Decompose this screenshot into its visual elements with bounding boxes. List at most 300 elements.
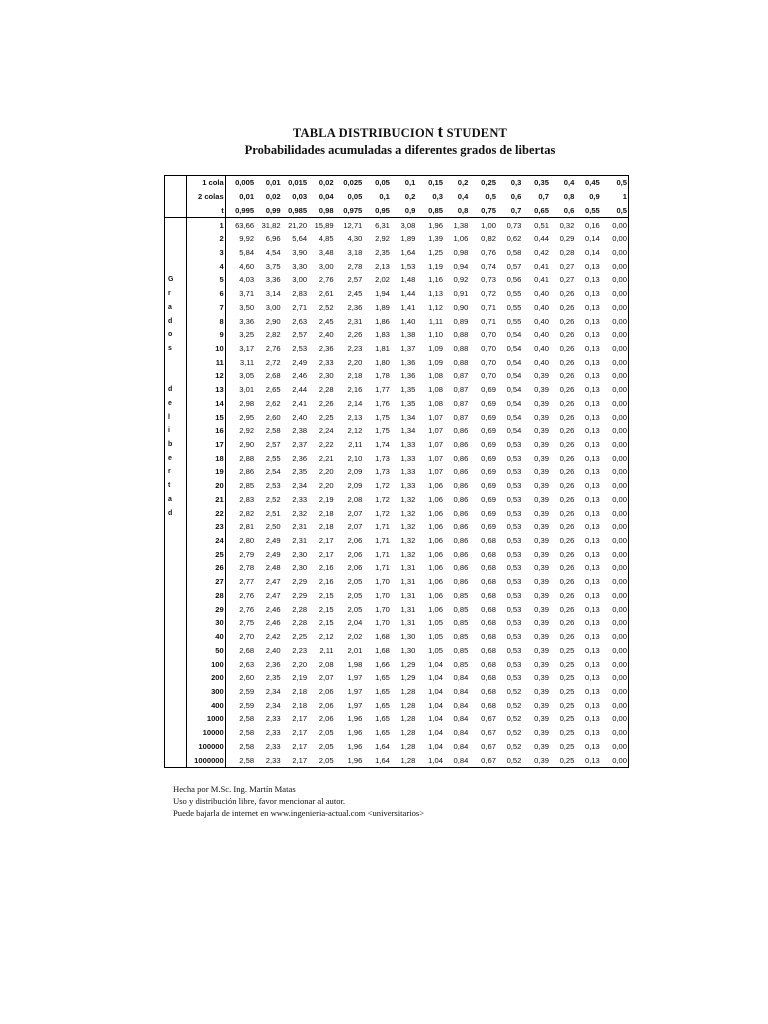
value-cell: 1,34 bbox=[400, 426, 416, 436]
value-cell: 0,68 bbox=[481, 632, 496, 642]
value-cell: 0,53 bbox=[506, 632, 522, 642]
value-cell: 1,41 bbox=[400, 302, 416, 312]
value-cell: 2,21 bbox=[318, 453, 334, 463]
value-cell: 0,25 bbox=[559, 686, 575, 696]
value-cell: 0,69 bbox=[481, 494, 496, 504]
value-cell: 2,09 bbox=[347, 467, 363, 477]
degrees-of-freedom-cell: 18 bbox=[187, 451, 226, 465]
side-label-letter: b bbox=[165, 438, 187, 452]
side-label-letter bbox=[165, 726, 187, 740]
value-cell: 0,41 bbox=[534, 261, 549, 271]
degrees-of-freedom-cell: 400 bbox=[187, 698, 226, 712]
degrees-of-freedom-cell: 27 bbox=[187, 575, 226, 589]
value-cell: 2,40 bbox=[318, 330, 334, 340]
side-label-letter: s bbox=[165, 342, 187, 356]
value-cell: 0,00 bbox=[612, 508, 627, 518]
value-cell: 1,06 bbox=[428, 494, 443, 504]
table-row bbox=[165, 657, 629, 671]
value-cell: 0,40 bbox=[534, 330, 549, 340]
value-cell: 0,26 bbox=[559, 398, 575, 408]
value-cell: 1,28 bbox=[400, 741, 416, 751]
value-cell: 2,19 bbox=[292, 673, 308, 683]
footer bbox=[173, 783, 424, 819]
value-cell: 0,68 bbox=[481, 536, 496, 546]
value-cell: 2,86 bbox=[239, 467, 255, 477]
value-cell: 1,68 bbox=[375, 632, 390, 642]
value-cell: 1,08 bbox=[428, 398, 443, 408]
value-cell: 0,69 bbox=[481, 412, 496, 422]
value-cell: 0,00 bbox=[612, 330, 627, 340]
value-cell: 2,46 bbox=[292, 371, 308, 381]
value-cell: 2,17 bbox=[318, 549, 334, 559]
value-cell: 1,28 bbox=[400, 714, 416, 724]
value-cell: 1,28 bbox=[400, 700, 416, 710]
value-cell: 0,13 bbox=[584, 412, 600, 422]
value-cell: 2,02 bbox=[375, 275, 390, 285]
value-cell: 0,85 bbox=[453, 659, 469, 669]
value-cell: 1,33 bbox=[400, 481, 416, 491]
value-cell: 0,68 bbox=[481, 686, 496, 696]
value-cell: 1,70 bbox=[375, 590, 390, 600]
value-cell: 0,53 bbox=[506, 494, 522, 504]
value-cell: 2,62 bbox=[265, 398, 281, 408]
value-cell: 0,39 bbox=[534, 481, 549, 491]
value-cell: 0,68 bbox=[481, 590, 496, 600]
value-cell: 2,58 bbox=[239, 755, 255, 765]
value-cell: 0,25 bbox=[559, 673, 575, 683]
value-cell: 2,82 bbox=[239, 508, 255, 518]
degrees-of-freedom-cell: 300 bbox=[187, 685, 226, 699]
value-cell: 2,05 bbox=[318, 728, 334, 738]
value-cell: 2,37 bbox=[292, 440, 308, 450]
value-cell: 0,39 bbox=[534, 385, 549, 395]
table-row bbox=[165, 314, 629, 328]
value-cell: 0,39 bbox=[534, 494, 549, 504]
value-cell: 1,06 bbox=[453, 234, 469, 244]
value-cell: 1,64 bbox=[375, 741, 390, 751]
value-cell: 2,35 bbox=[292, 467, 308, 477]
value-cell: 2,06 bbox=[318, 686, 334, 696]
value-cell: 0,26 bbox=[559, 563, 575, 573]
value-cell: 2,40 bbox=[292, 412, 308, 422]
value-cell: 0,86 bbox=[453, 440, 469, 450]
value-cell: 1,48 bbox=[400, 275, 416, 285]
value-cell: 9,92 bbox=[239, 234, 255, 244]
value-cell: 1,06 bbox=[428, 522, 443, 532]
degrees-of-freedom-cell: 21 bbox=[187, 493, 226, 507]
side-label-letter: d bbox=[165, 383, 187, 397]
side-label-letter: r bbox=[165, 287, 187, 301]
degrees-of-freedom-cell: 1000000 bbox=[187, 753, 226, 767]
value-cell: 2,33 bbox=[265, 755, 281, 765]
value-cell: 2,10 bbox=[347, 453, 363, 463]
value-cell: 1,32 bbox=[400, 494, 416, 504]
value-cell: 2,52 bbox=[265, 494, 281, 504]
value-cell: 2,95 bbox=[239, 412, 255, 422]
value-cell: 0,26 bbox=[559, 357, 575, 367]
value-cell: 2,80 bbox=[239, 536, 255, 546]
header-value-cell: 0,2 bbox=[444, 176, 469, 190]
table-row bbox=[165, 753, 629, 767]
degrees-of-freedom-cell: 14 bbox=[187, 397, 226, 411]
value-cell: 1,96 bbox=[347, 741, 363, 751]
side-label-letter: i bbox=[165, 424, 187, 438]
value-cell: 0,89 bbox=[453, 316, 469, 326]
value-cell: 2,65 bbox=[265, 385, 281, 395]
value-cell: 0,53 bbox=[506, 673, 522, 683]
value-cell: 1,72 bbox=[375, 481, 390, 491]
value-cell: 2,34 bbox=[265, 686, 281, 696]
value-cell: 2,50 bbox=[265, 522, 281, 532]
value-cell: 0,53 bbox=[506, 577, 522, 587]
table-row bbox=[165, 712, 629, 726]
value-cell: 0,26 bbox=[559, 577, 575, 587]
value-cell: 0,52 bbox=[506, 714, 522, 724]
value-cell: 1,32 bbox=[400, 522, 416, 532]
value-cell: 0,44 bbox=[534, 234, 549, 244]
value-cell: 0,00 bbox=[612, 467, 627, 477]
header-value-cell: 0,15 bbox=[416, 176, 444, 190]
value-cell: 0,39 bbox=[534, 604, 549, 614]
value-cell: 2,18 bbox=[347, 371, 363, 381]
table-row bbox=[165, 739, 629, 753]
value-cell: 0,13 bbox=[584, 289, 600, 299]
value-cell: 2,36 bbox=[318, 343, 334, 353]
value-cell: 1,76 bbox=[375, 398, 390, 408]
value-cell: 2,32 bbox=[292, 508, 308, 518]
value-cell: 0,88 bbox=[453, 343, 469, 353]
value-cell: 0,54 bbox=[506, 398, 522, 408]
value-cell: 3,11 bbox=[239, 357, 255, 367]
value-cell: 2,68 bbox=[239, 645, 255, 655]
value-cell: 2,16 bbox=[347, 385, 363, 395]
value-cell: 1,09 bbox=[428, 357, 443, 367]
value-cell: 0,29 bbox=[559, 234, 575, 244]
value-cell: 0,39 bbox=[534, 618, 549, 628]
value-cell: 0,84 bbox=[453, 673, 469, 683]
value-cell: 0,26 bbox=[559, 632, 575, 642]
value-cell: 0,26 bbox=[559, 385, 575, 395]
value-cell: 0,86 bbox=[453, 494, 469, 504]
value-cell: 0,00 bbox=[612, 343, 627, 353]
value-cell: 2,25 bbox=[318, 412, 334, 422]
degrees-of-freedom-cell: 24 bbox=[187, 534, 226, 548]
value-cell: 2,59 bbox=[239, 686, 255, 696]
value-cell: 0,00 bbox=[612, 220, 627, 230]
value-cell: 2,70 bbox=[239, 632, 255, 642]
value-cell: 1,97 bbox=[347, 686, 363, 696]
value-cell: 2,90 bbox=[265, 316, 281, 326]
value-cell: 0,91 bbox=[453, 289, 469, 299]
value-cell: 1,31 bbox=[400, 604, 416, 614]
value-cell: 2,41 bbox=[292, 398, 308, 408]
side-label-letter bbox=[165, 259, 187, 273]
value-cell: 1,78 bbox=[375, 371, 390, 381]
value-cell: 0,13 bbox=[584, 494, 600, 504]
value-cell: 1,32 bbox=[400, 549, 416, 559]
table-row bbox=[165, 424, 629, 438]
value-cell: 0,67 bbox=[481, 741, 496, 751]
value-cell: 0,00 bbox=[612, 357, 627, 367]
degrees-of-freedom-cell: 7 bbox=[187, 300, 226, 314]
value-cell: 2,76 bbox=[239, 604, 255, 614]
value-cell: 0,39 bbox=[534, 700, 549, 710]
value-cell: 1,30 bbox=[400, 645, 416, 655]
side-label-letter bbox=[165, 657, 187, 671]
value-cell: 0,52 bbox=[506, 741, 522, 751]
value-cell: 2,75 bbox=[239, 618, 255, 628]
value-cell: 0,00 bbox=[612, 412, 627, 422]
value-cell: 2,34 bbox=[292, 481, 308, 491]
value-cell: 2,92 bbox=[375, 234, 390, 244]
value-cell: 0,52 bbox=[506, 728, 522, 738]
value-cell: 0,68 bbox=[481, 673, 496, 683]
value-cell: 2,85 bbox=[239, 481, 255, 491]
value-cell: 2,31 bbox=[347, 316, 363, 326]
side-label-letter: t bbox=[165, 479, 187, 493]
value-cell: 0,87 bbox=[453, 385, 469, 395]
value-cell: 1,68 bbox=[375, 645, 390, 655]
value-cell: 0,00 bbox=[612, 440, 627, 450]
value-cell: 0,86 bbox=[453, 563, 469, 573]
value-cell: 0,00 bbox=[612, 590, 627, 600]
value-cell: 1,05 bbox=[428, 618, 443, 628]
value-cell: 2,78 bbox=[239, 563, 255, 573]
value-cell: 0,39 bbox=[534, 577, 549, 587]
table-row bbox=[165, 397, 629, 411]
header-row bbox=[165, 176, 629, 190]
value-cell: 0,53 bbox=[506, 467, 522, 477]
degrees-of-freedom-cell: 100 bbox=[187, 657, 226, 671]
value-cell: 3,50 bbox=[239, 302, 255, 312]
value-cell: 0,84 bbox=[453, 686, 469, 696]
value-cell: 0,87 bbox=[453, 398, 469, 408]
degrees-of-freedom-cell: 10 bbox=[187, 342, 226, 356]
side-label-letter bbox=[165, 355, 187, 369]
value-cell: 0,68 bbox=[481, 549, 496, 559]
value-cell: 0,13 bbox=[584, 590, 600, 600]
value-cell: 0,84 bbox=[453, 714, 469, 724]
value-cell: 0,26 bbox=[559, 453, 575, 463]
value-cell: 1,72 bbox=[375, 494, 390, 504]
value-cell: 2,79 bbox=[239, 549, 255, 559]
value-cell: 0,69 bbox=[481, 440, 496, 450]
value-cell: 0,69 bbox=[481, 467, 496, 477]
value-cell: 2,04 bbox=[347, 618, 363, 628]
value-cell: 0,39 bbox=[534, 563, 549, 573]
side-label-letter bbox=[165, 575, 187, 589]
value-cell: 4,60 bbox=[239, 261, 255, 271]
value-cell: 0,40 bbox=[534, 316, 549, 326]
side-label-letter: a bbox=[165, 493, 187, 507]
header-value-cell: 0,7 bbox=[497, 203, 522, 217]
header-value-cell: 0,5 bbox=[601, 176, 629, 190]
value-cell: 0,68 bbox=[481, 659, 496, 669]
value-cell: 2,60 bbox=[239, 673, 255, 683]
table-row bbox=[165, 726, 629, 740]
value-cell: 2,16 bbox=[318, 563, 334, 573]
table-row bbox=[165, 547, 629, 561]
side-label-letter bbox=[165, 753, 187, 767]
degrees-of-freedom-cell: 100000 bbox=[187, 739, 226, 753]
value-cell: 0,68 bbox=[481, 618, 496, 628]
value-cell: 1,81 bbox=[375, 343, 390, 353]
value-cell: 1,70 bbox=[375, 577, 390, 587]
value-cell: 1,73 bbox=[375, 453, 390, 463]
value-cell: 3,00 bbox=[265, 302, 281, 312]
value-cell: 1,96 bbox=[347, 714, 363, 724]
value-cell: 2,22 bbox=[318, 440, 334, 450]
value-cell: 2,71 bbox=[292, 302, 308, 312]
value-cell: 2,20 bbox=[318, 467, 334, 477]
value-cell: 2,20 bbox=[292, 659, 308, 669]
value-cell: 2,83 bbox=[292, 289, 308, 299]
value-cell: 2,01 bbox=[347, 645, 363, 655]
table-row bbox=[165, 465, 629, 479]
value-cell: 0,39 bbox=[534, 673, 549, 683]
value-cell: 0,68 bbox=[481, 577, 496, 587]
value-cell: 2,53 bbox=[292, 343, 308, 353]
value-cell: 0,98 bbox=[453, 247, 469, 257]
value-cell: 1,83 bbox=[375, 330, 390, 340]
header-value-cell: 0,99 bbox=[255, 203, 282, 217]
value-cell: 0,00 bbox=[612, 604, 627, 614]
value-cell: 0,74 bbox=[481, 261, 496, 271]
value-cell: 0,53 bbox=[506, 453, 522, 463]
value-cell: 2,05 bbox=[347, 604, 363, 614]
degrees-of-freedom-cell: 40 bbox=[187, 630, 226, 644]
degrees-of-freedom-cell: 25 bbox=[187, 547, 226, 561]
header-value-cell: 0,02 bbox=[308, 176, 335, 190]
value-cell: 5,64 bbox=[292, 234, 308, 244]
table-row bbox=[165, 685, 629, 699]
value-cell: 0,39 bbox=[534, 659, 549, 669]
value-cell: 3,36 bbox=[239, 316, 255, 326]
value-cell: 0,26 bbox=[559, 316, 575, 326]
table-row bbox=[165, 259, 629, 273]
value-cell: 0,39 bbox=[534, 686, 549, 696]
side-label-letter bbox=[165, 712, 187, 726]
value-cell: 0,00 bbox=[612, 659, 627, 669]
value-cell: 2,30 bbox=[292, 563, 308, 573]
value-cell: 31,82 bbox=[261, 220, 281, 230]
value-cell: 3,05 bbox=[239, 371, 255, 381]
value-cell: 1,33 bbox=[400, 440, 416, 450]
degrees-of-freedom-cell: 28 bbox=[187, 589, 226, 603]
side-label-letter bbox=[165, 698, 187, 712]
value-cell: 2,51 bbox=[265, 508, 281, 518]
value-cell: 0,86 bbox=[453, 577, 469, 587]
value-cell: 0,53 bbox=[506, 481, 522, 491]
header-value-cell: 0,7 bbox=[538, 192, 549, 202]
value-cell: 0,69 bbox=[481, 481, 496, 491]
value-cell: 2,45 bbox=[347, 289, 363, 299]
value-cell: 0,39 bbox=[534, 398, 549, 408]
value-cell: 1,04 bbox=[428, 741, 443, 751]
value-cell: 2,60 bbox=[265, 412, 281, 422]
value-cell: 2,26 bbox=[347, 330, 363, 340]
side-label-letter bbox=[165, 520, 187, 534]
value-cell: 2,20 bbox=[318, 481, 334, 491]
value-cell: 0,00 bbox=[612, 385, 627, 395]
value-cell: 2,28 bbox=[292, 604, 308, 614]
value-cell: 2,07 bbox=[347, 522, 363, 532]
value-cell: 0,86 bbox=[453, 508, 469, 518]
value-cell: 0,13 bbox=[584, 686, 600, 696]
side-blank-cell bbox=[165, 176, 187, 190]
value-cell: 2,33 bbox=[265, 714, 281, 724]
value-cell: 1,30 bbox=[400, 632, 416, 642]
value-cell: 4,54 bbox=[265, 247, 281, 257]
value-cell: 2,24 bbox=[318, 426, 334, 436]
table-row bbox=[165, 602, 629, 616]
value-cell: 0,00 bbox=[612, 632, 627, 642]
value-cell: 0,13 bbox=[584, 604, 600, 614]
value-cell: 0,13 bbox=[584, 343, 600, 353]
value-cell: 0,00 bbox=[612, 577, 627, 587]
header-value-cell: 0,03 bbox=[292, 192, 308, 202]
value-cell: 2,29 bbox=[292, 577, 308, 587]
value-cell: 2,02 bbox=[347, 632, 363, 642]
value-cell: 2,42 bbox=[265, 632, 281, 642]
value-cell: 2,58 bbox=[239, 714, 255, 724]
value-cell: 0,13 bbox=[584, 536, 600, 546]
value-cell: 2,14 bbox=[347, 398, 363, 408]
value-cell: 0,27 bbox=[559, 275, 575, 285]
value-cell: 0,54 bbox=[506, 357, 522, 367]
value-cell: 2,47 bbox=[265, 577, 281, 587]
value-cell: 1,97 bbox=[347, 673, 363, 683]
header-value-cell: 0,25 bbox=[469, 176, 497, 190]
value-cell: 3,25 bbox=[239, 330, 255, 340]
value-cell: 2,26 bbox=[318, 398, 334, 408]
value-cell: 2,61 bbox=[318, 289, 334, 299]
value-cell: 0,26 bbox=[559, 618, 575, 628]
value-cell: 2,49 bbox=[292, 357, 308, 367]
value-cell: 0,00 bbox=[612, 316, 627, 326]
value-cell: 1,06 bbox=[428, 604, 443, 614]
value-cell: 1,08 bbox=[428, 371, 443, 381]
value-cell: 0,84 bbox=[453, 755, 469, 765]
value-cell: 15,89 bbox=[314, 220, 334, 230]
table-row bbox=[165, 506, 629, 520]
value-cell: 0,26 bbox=[559, 371, 575, 381]
value-cell: 2,35 bbox=[375, 247, 390, 257]
value-cell: 0,86 bbox=[453, 453, 469, 463]
value-cell: 1,96 bbox=[347, 755, 363, 765]
value-cell: 0,73 bbox=[506, 220, 522, 230]
value-cell: 2,81 bbox=[239, 522, 255, 532]
value-cell: 2,92 bbox=[239, 426, 255, 436]
side-label-letter bbox=[165, 671, 187, 685]
side-label-letter: e bbox=[165, 451, 187, 465]
value-cell: 0,39 bbox=[534, 522, 549, 532]
side-label-letter bbox=[165, 643, 187, 657]
side-label-letter: G bbox=[165, 273, 187, 287]
value-cell: 0,13 bbox=[584, 577, 600, 587]
value-cell: 0,53 bbox=[506, 645, 522, 655]
value-cell: 1,89 bbox=[375, 302, 390, 312]
header-value-cell: 1 bbox=[622, 192, 627, 202]
value-cell: 0,39 bbox=[534, 714, 549, 724]
value-cell: 0,52 bbox=[506, 700, 522, 710]
value-cell: 1,04 bbox=[428, 714, 443, 724]
degrees-of-freedom-cell: 29 bbox=[187, 602, 226, 616]
value-cell: 0,72 bbox=[481, 289, 496, 299]
value-cell: 2,28 bbox=[292, 618, 308, 628]
value-cell: 0,00 bbox=[612, 494, 627, 504]
table-row bbox=[165, 698, 629, 712]
